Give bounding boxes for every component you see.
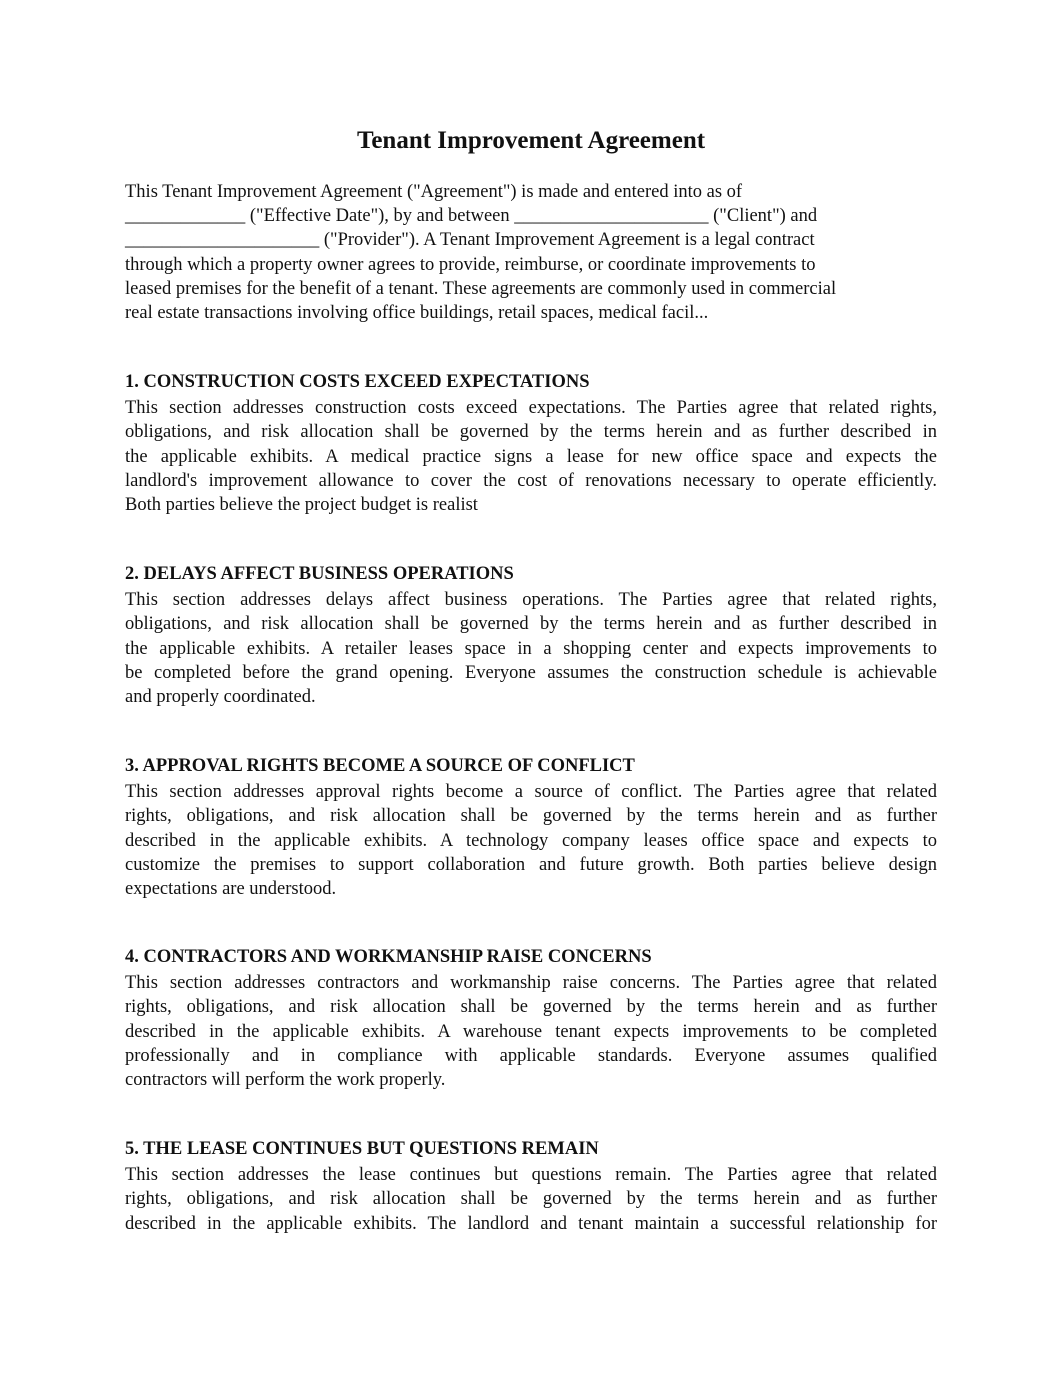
- body-line: rights, obligations, and risk allocation shall be governed by the terms herein and as further: [125, 1189, 937, 1210]
- intro-line: through which a property owner agrees to provide, reimburse, or coordinate improvements to: [125, 254, 816, 275]
- body-line: described in the applicable exhibits. A warehouse tenant expects improvements to be completed: [125, 1021, 937, 1042]
- body-line: expectations are understood.: [125, 879, 337, 900]
- section-construction-costs: [125, 370, 937, 517]
- document-title: Tenant Improvement Agreement: [356, 127, 706, 154]
- body-line: be completed before the grand opening. Everyone assumes the construction schedule is achievable: [125, 662, 937, 683]
- body-line: professionally and in compliance with applicable standards. Everyone assumes qualified: [125, 1045, 937, 1066]
- body-line: the applicable exhibits. A medical practice signs a lease for new office space and expects the: [125, 446, 937, 467]
- body-line: landlord's improvement allowance to cover the cost of renovations necessary to operate efficiently.: [125, 470, 937, 491]
- body-line: obligations, and risk allocation shall be governed by the terms herein and as further described in: [125, 422, 937, 443]
- section-contractors: [125, 945, 937, 1092]
- section-heading: 3. APPROVAL RIGHTS BECOME A SOURCE OF CONFLICT: [125, 756, 635, 776]
- body-line: This section addresses construction costs exceed expectations. The Parties agree that related rights,: [125, 398, 937, 419]
- section-body: [125, 588, 937, 709]
- section-body: [125, 971, 937, 1092]
- section-body: [125, 396, 937, 517]
- intro-line: This Tenant Improvement Agreement ("Agreement") is made and entered into as of: [125, 182, 743, 202]
- section-heading: 1. CONSTRUCTION COSTS EXCEED EXPECTATIONS: [125, 372, 590, 392]
- body-line: described in the applicable exhibits. The landlord and tenant maintain a successful relationship for: [125, 1213, 937, 1234]
- section-heading: 4. CONTRACTORS AND WORKMANSHIP RAISE CONCERNS: [125, 947, 652, 967]
- intro-line: real estate transactions involving office buildings, retail spaces, medical facil...: [125, 303, 709, 324]
- body-line: the applicable exhibits. A retailer leases space in a shopping center and expects improvements to: [125, 638, 937, 659]
- body-line: and properly coordinated.: [125, 687, 316, 708]
- intro-line: _____________ ("Effective Date"), by and between _____________________ ("Client") and: [125, 206, 818, 227]
- section-delays: [125, 562, 937, 709]
- body-line: Both parties believe the project budget is realist: [125, 495, 478, 516]
- body-line: rights, obligations, and risk allocation shall be governed by the terms herein and as further: [125, 997, 937, 1018]
- body-line: contractors will perform the work properly.: [125, 1070, 446, 1091]
- section-heading: 2. DELAYS AFFECT BUSINESS OPERATIONS: [125, 564, 514, 584]
- body-line: rights, obligations, and risk allocation shall be governed by the terms herein and as further: [125, 806, 937, 827]
- section-approval-rights: [125, 754, 937, 901]
- intro-line: leased premises for the benefit of a tenant. These agreements are commonly used in commercial: [125, 278, 837, 299]
- section-heading: 5. THE LEASE CONTINUES BUT QUESTIONS REMAIN: [125, 1139, 599, 1159]
- body-line: This section addresses contractors and workmanship raise concerns. The Parties agree that related: [125, 973, 937, 994]
- section-body: [125, 1163, 937, 1236]
- section-body: [125, 780, 937, 901]
- body-line: described in the applicable exhibits. A technology company leases office space and expects to: [125, 830, 937, 851]
- body-line: customize the premises to support collaboration and future growth. Both parties believe design: [125, 854, 937, 875]
- body-line: This section addresses delays affect business operations. The Parties agree that related rights,: [125, 590, 937, 611]
- body-line: This section addresses the lease continues but questions remain. The Parties agree that related: [125, 1165, 937, 1186]
- body-line: obligations, and risk allocation shall be governed by the terms herein and as further described in: [125, 614, 937, 635]
- intro-paragraph: [125, 180, 937, 325]
- intro-line: _____________________ ("Provider"). A Tenant Improvement Agreement is a legal contract: [125, 230, 815, 251]
- section-lease-continues: [125, 1137, 937, 1236]
- body-line: This section addresses approval rights become a source of conflict. The Parties agree that related: [125, 782, 937, 803]
